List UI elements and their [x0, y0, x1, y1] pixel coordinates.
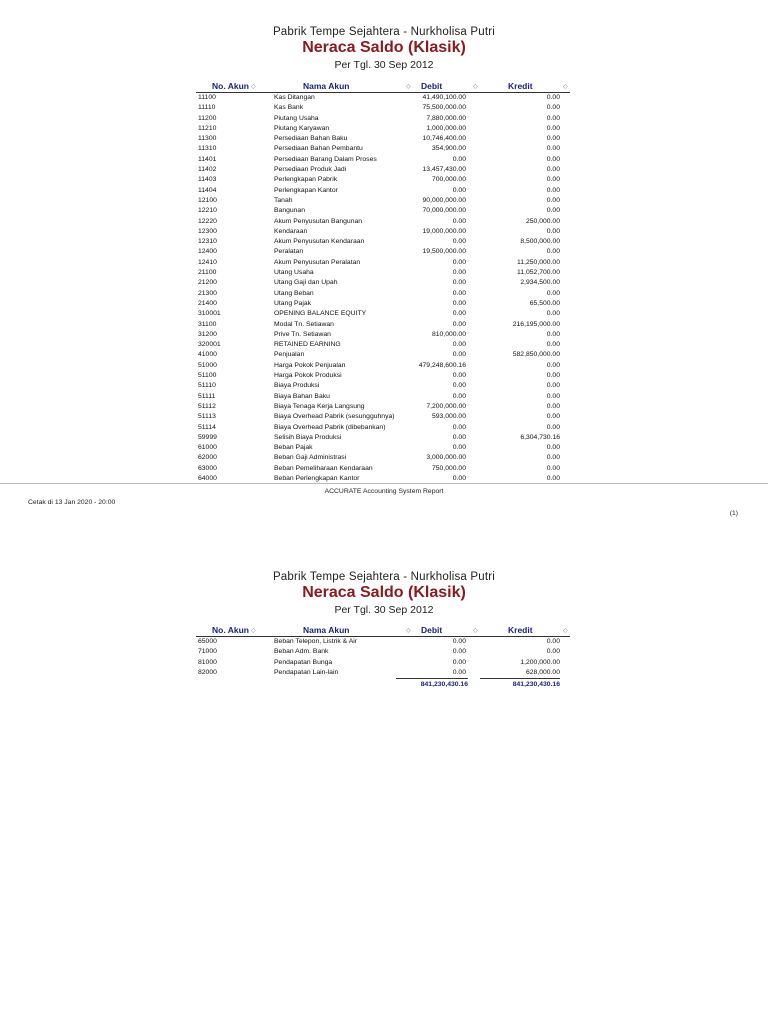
account-number: 21100: [198, 269, 217, 277]
debit-value: 0.00: [452, 310, 466, 318]
account-name: Utang Usaha: [274, 269, 314, 277]
table-row: [196, 423, 570, 433]
account-name: Kas Bank: [274, 104, 304, 112]
table-row: [196, 371, 570, 381]
table-row: [196, 392, 570, 402]
account-name: Biaya Overhead Pabrik (dibebankan): [274, 423, 386, 431]
sort-arrows-icon[interactable]: ◇: [251, 84, 256, 90]
table-row: [196, 103, 570, 113]
account-name: Persediaan Bahan Baku: [274, 135, 348, 143]
sort-arrows-icon[interactable]: ◇: [473, 628, 478, 634]
debit-value: 0.00: [452, 423, 466, 431]
account-name: Akum Penyusutan Bangunan: [274, 217, 363, 225]
kredit-value: 0.00: [546, 289, 560, 297]
account-name: Piutang Usaha: [274, 114, 319, 122]
report-title: Neraca Saldo (Klasik): [302, 39, 466, 56]
page-number: (1): [729, 510, 738, 517]
kredit-value: 0.00: [546, 341, 560, 349]
debit-value: 0.00: [452, 638, 466, 645]
column-header-kredit[interactable]: Kredit: [508, 625, 533, 635]
debit-value: 41,490,100.00: [422, 94, 466, 101]
account-name: OPENING BALANCE EQUITY: [274, 310, 367, 318]
table-row: [196, 237, 570, 247]
account-name: Prive Tn. Setiawan: [274, 330, 331, 338]
debit-value: 479,248,600.16: [418, 361, 466, 369]
table-row: [196, 165, 570, 175]
debit-value: 70,000,000.00: [422, 207, 466, 215]
account-number: 51112: [198, 402, 216, 410]
debit-value: 0.00: [452, 433, 466, 441]
report-date: Per Tgl. 30 Sep 2012: [334, 59, 434, 71]
account-number: 11200: [198, 114, 217, 122]
table-row: [196, 433, 570, 443]
company-name: Pabrik Tempe Sejahtera - Nurkholisa Putri: [272, 571, 496, 583]
total-debit: 841,230,430.16: [396, 678, 468, 691]
account-name: Penjualan: [274, 351, 305, 359]
account-name: Akum Penyusutan Kendaraan: [274, 238, 365, 246]
account-name: Beban Gaji Administrasi: [274, 454, 347, 462]
kredit-value: 0.00: [546, 176, 560, 184]
kredit-value: 0.00: [546, 145, 560, 153]
account-number: 41000: [198, 351, 217, 359]
account-number: 82000: [198, 668, 217, 676]
account-name: Persediaan Barang Dalam Proses: [274, 155, 377, 163]
account-number: 21300: [198, 289, 217, 297]
account-number: 81000: [198, 658, 217, 666]
kredit-value: 0.00: [546, 227, 560, 235]
table-row: [196, 668, 570, 678]
account-number: 64000: [198, 474, 217, 482]
account-name: Piutang Karyawan: [274, 124, 330, 132]
table-row: [196, 114, 570, 124]
table-row: [196, 299, 570, 309]
debit-value: 0.00: [452, 648, 466, 656]
account-name: RETAINED EARNING: [274, 341, 341, 349]
debit-value: 0.00: [452, 341, 466, 349]
account-number: 51000: [198, 361, 217, 369]
kredit-value: 0.00: [546, 444, 560, 452]
account-name: Pendapatan Bunga: [274, 658, 333, 666]
account-number: 11100: [198, 94, 216, 101]
table-row: [196, 175, 570, 185]
account-number: 51110: [198, 382, 216, 390]
table-row: [196, 268, 570, 278]
account-name: Biaya Bahan Baku: [274, 392, 330, 400]
kredit-value: 0.00: [546, 248, 560, 256]
account-number: 61000: [198, 444, 217, 452]
account-name: Akum Penyusutan Peralatan: [274, 258, 361, 266]
debit-value: 0.00: [452, 186, 466, 194]
debit-value: 810,000.00: [431, 330, 466, 338]
debit-value: 750,000.00: [431, 464, 466, 472]
kredit-value: 0.00: [546, 464, 560, 472]
kredit-value: 0.00: [546, 94, 560, 101]
account-name: Beban Pemeliharaan Kendaraan: [274, 464, 373, 472]
kredit-value: 0.00: [546, 638, 560, 645]
debit-value: 700,000.00: [431, 176, 466, 184]
debit-value: 0.00: [452, 658, 466, 666]
debit-value: 0.00: [452, 351, 466, 359]
kredit-value: 628,000.00: [525, 668, 560, 676]
account-number: 11300: [198, 135, 217, 143]
account-name: Kendaraan: [274, 227, 308, 235]
debit-value: 593,000.00: [431, 413, 466, 421]
debit-value: 0.00: [452, 372, 466, 380]
print-timestamp: Cetak di 13 Jan 2020 - 20:00: [28, 499, 116, 506]
sort-arrows-icon[interactable]: ◇: [563, 84, 568, 90]
kredit-value: 0.00: [546, 207, 560, 215]
account-number: 21400: [198, 299, 217, 307]
account-number: 11401: [198, 155, 217, 163]
account-number: 12100: [198, 196, 217, 204]
kredit-value: 0.00: [546, 135, 560, 143]
account-name: Biaya Overhead Pabrik (sesungguhnya): [274, 413, 395, 421]
kredit-value: 250,000.00: [525, 217, 560, 225]
table-row: [196, 330, 570, 340]
account-name: Beban Telepon, Listrik & Air: [274, 638, 357, 645]
account-name: Perlengkapan Pabrik: [274, 176, 338, 184]
account-name: Utang Beban: [274, 289, 314, 297]
kredit-value: 0.00: [546, 372, 560, 380]
account-number: 12210: [198, 207, 217, 215]
report-title: Neraca Saldo (Klasik): [302, 584, 466, 601]
sort-arrows-icon[interactable]: ◇: [406, 84, 411, 90]
kredit-value: 0.00: [546, 114, 560, 122]
account-number: 31200: [198, 330, 217, 338]
table-row: [196, 350, 570, 360]
table-row: [196, 340, 570, 350]
kredit-value: 582,850,000.00: [512, 351, 560, 359]
account-number: 63000: [198, 464, 217, 472]
table-header: [196, 81, 570, 93]
system-report-label: ACCURATE Accounting System Report: [324, 488, 444, 495]
account-number: 12410: [198, 258, 217, 266]
table-row: [196, 134, 570, 144]
debit-value: 19,000,000.00: [422, 227, 466, 235]
table-row: [196, 124, 570, 134]
column-header-no-akun[interactable]: No. Akun: [212, 81, 249, 91]
kredit-value: 1,200,000.00: [520, 658, 560, 666]
account-number: 31100: [198, 320, 217, 328]
account-number: 51100: [198, 372, 217, 380]
debit-value: 0.00: [452, 320, 466, 328]
table-row: [196, 361, 570, 371]
account-number: 12300: [198, 227, 217, 235]
kredit-value: 0.00: [546, 392, 560, 400]
kredit-value: 0.00: [546, 413, 560, 421]
column-header-debit[interactable]: Debit: [421, 81, 443, 91]
kredit-value: 0.00: [546, 330, 560, 338]
kredit-value: 0.00: [546, 648, 560, 656]
company-name: Pabrik Tempe Sejahtera - Nurkholisa Putri: [272, 26, 496, 38]
table-row: [196, 258, 570, 268]
table-row: [196, 412, 570, 422]
table-row: [196, 144, 570, 154]
trial-balance-table: [196, 625, 570, 690]
account-name: Kas Ditangan: [274, 94, 315, 101]
debit-value: 0.00: [452, 668, 466, 676]
column-header-kredit[interactable]: Kredit: [508, 81, 533, 91]
account-number: 11402: [198, 166, 217, 174]
kredit-value: 65,500.00: [529, 299, 560, 307]
debit-value: 10,746,400.00: [422, 135, 466, 143]
account-number: 12220: [198, 217, 217, 225]
kredit-value: 6,304,730.16: [520, 433, 560, 441]
account-name: Bangunan: [274, 207, 305, 215]
debit-value: 0.00: [452, 392, 466, 400]
account-name: Biaya Tenaga Kerja Langsung: [274, 402, 365, 410]
account-number: 11404: [198, 186, 217, 194]
sort-arrows-icon[interactable]: ◇: [473, 84, 478, 90]
debit-value: 0.00: [452, 258, 466, 266]
report-date: Per Tgl. 30 Sep 2012: [334, 604, 434, 616]
sort-arrows-icon[interactable]: ◇: [251, 628, 256, 634]
account-number: 12400: [198, 248, 217, 256]
account-name: Harga Pokok Penjualan: [274, 361, 346, 369]
account-name: Beban Adm. Bank: [274, 648, 329, 656]
table-body: [196, 637, 570, 678]
kredit-value: 0.00: [546, 402, 560, 410]
kredit-value: 0.00: [546, 104, 560, 112]
account-number: 51111: [198, 392, 216, 400]
debit-value: 0.00: [452, 269, 466, 277]
account-name: Peralatan: [274, 248, 304, 256]
account-name: Beban Perlengkapan Kantor: [274, 474, 360, 482]
account-name: Pendapatan Lain-lain: [274, 668, 339, 676]
kredit-value: 0.00: [546, 474, 560, 482]
account-name: Utang Pajak: [274, 299, 312, 307]
account-number: 11210: [198, 124, 217, 132]
column-header-nama-akun[interactable]: Nama Akun: [303, 625, 350, 635]
table-header: [196, 625, 570, 637]
debit-value: 7,880,000.00: [426, 114, 466, 122]
debit-value: 3,000,000.00: [426, 454, 466, 462]
debit-value: 0.00: [452, 382, 466, 390]
kredit-value: 2,934,500.00: [520, 279, 560, 287]
debit-value: 0.00: [452, 155, 466, 163]
table-row: [196, 320, 570, 330]
debit-value: 0.00: [452, 299, 466, 307]
kredit-value: 11,052,700.00: [517, 269, 560, 277]
debit-value: 13,457,430.00: [422, 166, 466, 174]
table-row: [196, 402, 570, 412]
table-row: [196, 247, 570, 257]
table-row: [196, 196, 570, 206]
kredit-value: 0.00: [546, 196, 560, 204]
table-row: [196, 453, 570, 463]
debit-value: 0.00: [452, 444, 466, 452]
debit-value: 0.00: [452, 238, 466, 246]
total-kredit: 841,230,430.16: [480, 678, 560, 691]
debit-value: 1,000,000.00: [426, 124, 466, 132]
kredit-value: 8,500,000.00: [520, 238, 560, 246]
account-number: 11403: [198, 176, 217, 184]
account-name: Utang Gaji dan Upah: [274, 279, 338, 287]
account-name: Biaya Produksi: [274, 382, 320, 390]
account-number: 11110: [198, 104, 216, 112]
table-row: [196, 217, 570, 227]
debit-value: 19,500,000.00: [422, 248, 466, 256]
kredit-value: 11,250,000.00: [517, 258, 560, 266]
account-name: Beban Pajak: [274, 444, 313, 452]
account-name: Perlengkapan Kantor: [274, 186, 338, 194]
table-row: [196, 637, 570, 647]
kredit-value: 0.00: [546, 454, 560, 462]
kredit-value: 0.00: [546, 166, 560, 174]
table-body: [196, 93, 570, 484]
account-number: 310001: [198, 310, 221, 318]
debit-value: 7,200,000.00: [426, 402, 466, 410]
kredit-value: 0.00: [546, 155, 560, 163]
table-row: [196, 227, 570, 237]
table-row: [196, 278, 570, 288]
table-row: [196, 658, 570, 668]
debit-value: 90,000,000.00: [422, 196, 466, 204]
account-number: 65000: [198, 638, 217, 645]
sort-arrows-icon[interactable]: ◇: [406, 628, 411, 634]
table-row: [196, 464, 570, 474]
account-name: Harga Pokok Produksi: [274, 372, 342, 380]
column-header-nama-akun[interactable]: Nama Akun: [303, 81, 350, 91]
kredit-value: 0.00: [546, 186, 560, 194]
account-number: 21200: [198, 279, 217, 287]
kredit-value: 0.00: [546, 361, 560, 369]
table-row: [196, 309, 570, 319]
debit-value: 75,500,000.00: [422, 104, 466, 112]
kredit-value: 0.00: [546, 124, 560, 132]
account-name: Selisih Biaya Produksi: [274, 433, 342, 441]
kredit-value: 0.00: [546, 382, 560, 390]
account-name: Modal Tn. Setiawan: [274, 320, 334, 328]
debit-value: 0.00: [452, 217, 466, 225]
account-number: 51114: [198, 423, 216, 431]
table-row: [196, 155, 570, 165]
table-row: [196, 206, 570, 216]
table-row: [196, 289, 570, 299]
column-header-debit[interactable]: Debit: [421, 625, 443, 635]
table-row: [196, 647, 570, 657]
debit-value: 0.00: [452, 289, 466, 297]
account-number: 71000: [198, 648, 217, 656]
account-name: Persediaan Bahan Pembantu: [274, 145, 363, 153]
account-number: 320001: [198, 341, 221, 349]
column-header-no-akun[interactable]: No. Akun: [212, 625, 249, 635]
table-row: [196, 381, 570, 391]
account-number: 51113: [198, 413, 216, 421]
account-name: Persediaan Produk Jadi: [274, 166, 347, 174]
trial-balance-table: [196, 81, 570, 484]
page-divider: [0, 483, 768, 484]
totals-row: [196, 678, 570, 690]
table-row: [196, 186, 570, 196]
account-number: 11310: [198, 145, 217, 153]
account-number: 12310: [198, 238, 217, 246]
kredit-value: 0.00: [546, 423, 560, 431]
debit-value: 0.00: [452, 279, 466, 287]
kredit-value: 0.00: [546, 310, 560, 318]
kredit-value: 216,195,000.00: [512, 320, 560, 328]
table-row: [196, 443, 570, 453]
account-name: Tanah: [274, 196, 293, 204]
account-number: 59999: [198, 433, 217, 441]
account-number: 62000: [198, 454, 217, 462]
debit-value: 0.00: [452, 474, 466, 482]
debit-value: 354,900.00: [431, 145, 466, 153]
sort-arrows-icon[interactable]: ◇: [563, 628, 568, 634]
table-row: [196, 93, 570, 103]
